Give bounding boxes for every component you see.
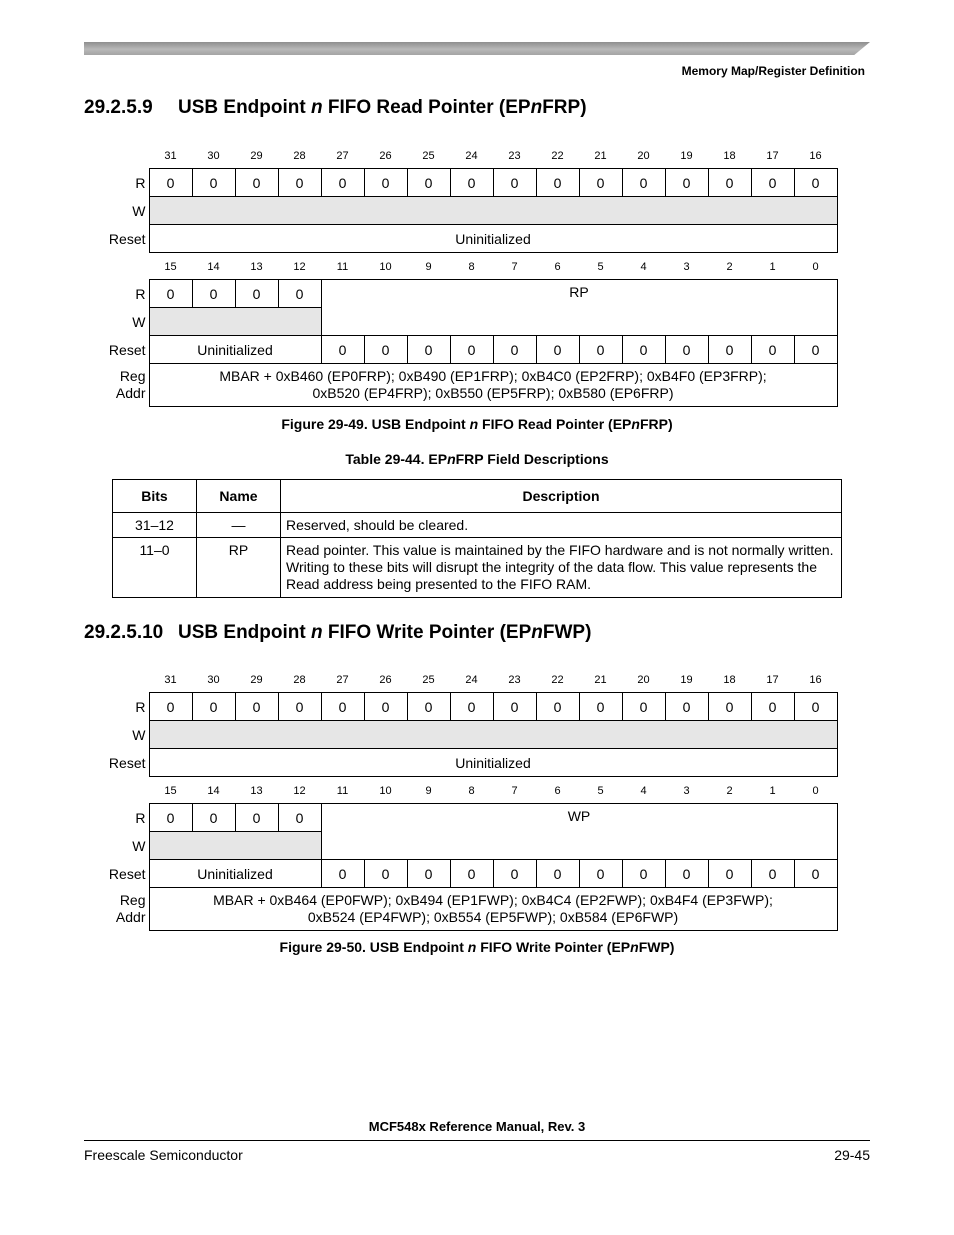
reset-bit: 0 bbox=[450, 336, 493, 364]
row-label-r: R bbox=[135, 285, 146, 302]
column-header-name: Name bbox=[197, 480, 281, 513]
bit-number: 29 bbox=[250, 674, 263, 686]
bit-numbers-high bbox=[100, 150, 838, 168]
read-bit: 0 bbox=[708, 169, 751, 197]
row-label-w: W bbox=[132, 837, 146, 854]
read-bit: 0 bbox=[149, 280, 192, 308]
reset-value: Uninitialized bbox=[149, 860, 321, 888]
reset-bit: 0 bbox=[751, 336, 794, 364]
read-bit: 0 bbox=[192, 693, 235, 721]
heading-italic-n: n bbox=[531, 622, 543, 643]
read-bit: 0 bbox=[278, 693, 321, 721]
section-number: 29.2.5.10 bbox=[84, 622, 164, 643]
bit-number: 14 bbox=[207, 261, 220, 273]
reset-bit: 0 bbox=[665, 860, 708, 888]
reset-bit: 0 bbox=[321, 860, 364, 888]
bit-number: 30 bbox=[207, 674, 220, 686]
row-label-reset: Reset bbox=[108, 754, 146, 771]
column-header-bits: Bits bbox=[113, 480, 197, 513]
read-bit: 0 bbox=[708, 693, 751, 721]
reset-bit: 0 bbox=[407, 336, 450, 364]
page-number: 29-45 bbox=[834, 1147, 870, 1163]
cell-name: RP bbox=[197, 538, 281, 598]
read-bit: 0 bbox=[149, 169, 192, 197]
reset-bit: 0 bbox=[622, 860, 665, 888]
reset-bit: 0 bbox=[364, 336, 407, 364]
cell-bits: 31–12 bbox=[113, 513, 197, 538]
bit-number: 28 bbox=[293, 150, 306, 162]
row-label-w: W bbox=[132, 726, 146, 743]
label-addr: Addr bbox=[115, 385, 146, 401]
read-bit: 0 bbox=[536, 169, 579, 197]
field-rp: RP bbox=[321, 280, 837, 336]
reset-bit: 0 bbox=[493, 336, 536, 364]
bit-number: 27 bbox=[336, 150, 349, 162]
bit-number: 0 bbox=[812, 785, 819, 797]
reset-bit: 0 bbox=[622, 336, 665, 364]
bit-number: 7 bbox=[511, 261, 518, 273]
bit-number: 0 bbox=[812, 261, 819, 273]
read-bit: 0 bbox=[622, 693, 665, 721]
figure-caption-frp bbox=[0, 416, 954, 432]
write-field-reserved bbox=[149, 308, 321, 336]
heading-italic-n: n bbox=[310, 622, 323, 643]
read-bit: 0 bbox=[407, 693, 450, 721]
address-line: 0xB524 (EP4FWP); 0xB554 (EP5FWP); 0xB584 (EP6FWP) bbox=[307, 909, 679, 925]
footer-divider bbox=[84, 1140, 870, 1141]
row-label-r: R bbox=[135, 174, 146, 191]
read-bit: 0 bbox=[364, 169, 407, 197]
bit-number: 9 bbox=[425, 785, 432, 797]
read-bit: 0 bbox=[364, 693, 407, 721]
reset-bit: 0 bbox=[665, 336, 708, 364]
caption-italic-n: n bbox=[469, 416, 479, 432]
read-bit: 0 bbox=[794, 693, 837, 721]
bit-number: 28 bbox=[293, 674, 306, 686]
read-bit: 0 bbox=[149, 804, 192, 832]
read-bit: 0 bbox=[235, 693, 278, 721]
figure-caption-fwp bbox=[0, 939, 954, 955]
reset-bit: 0 bbox=[708, 860, 751, 888]
bit-number: 6 bbox=[554, 261, 561, 273]
bit-number: 17 bbox=[766, 674, 779, 686]
read-bit: 0 bbox=[235, 169, 278, 197]
caption-text: Table 29-44. EP bbox=[345, 451, 448, 467]
address-line: 0xB520 (EP4FRP); 0xB550 (EP5FRP); 0xB580 (EP6FRP) bbox=[312, 385, 674, 401]
field-description-table bbox=[112, 479, 842, 598]
read-bit: 0 bbox=[192, 169, 235, 197]
read-bit: 0 bbox=[579, 693, 622, 721]
read-bit: 0 bbox=[450, 693, 493, 721]
address-row bbox=[100, 888, 837, 931]
bit-number: 5 bbox=[597, 261, 604, 273]
bit-number: 21 bbox=[594, 674, 607, 686]
bit-number: 12 bbox=[293, 261, 306, 273]
bit-number: 11 bbox=[336, 261, 349, 273]
caption-italic-n: n bbox=[467, 939, 477, 955]
read-bit: 0 bbox=[321, 169, 364, 197]
bit-number: 25 bbox=[422, 150, 435, 162]
header-bar bbox=[84, 42, 870, 55]
read-bit: 0 bbox=[794, 169, 837, 197]
row-label-reset: Reset bbox=[108, 230, 146, 247]
cell-name: — bbox=[197, 513, 281, 538]
bit-number: 15 bbox=[164, 785, 177, 797]
bit-number: 22 bbox=[551, 674, 564, 686]
write-field-reserved bbox=[149, 832, 321, 860]
field-wp: WP bbox=[321, 804, 837, 860]
bit-number: 22 bbox=[551, 150, 564, 162]
register-address bbox=[149, 364, 837, 407]
caption-text: FIFO Read Pointer (EP bbox=[478, 416, 632, 432]
bit-number: 7 bbox=[511, 785, 518, 797]
read-bit: 0 bbox=[278, 804, 321, 832]
heading-text: FWP) bbox=[542, 622, 592, 643]
bit-number: 1 bbox=[769, 261, 776, 273]
read-bit: 0 bbox=[192, 804, 235, 832]
heading-italic-n: n bbox=[530, 97, 543, 118]
bit-numbers-low bbox=[100, 261, 838, 279]
read-bit: 0 bbox=[192, 280, 235, 308]
reset-row bbox=[100, 225, 837, 253]
reset-bit: 0 bbox=[536, 336, 579, 364]
bit-number: 6 bbox=[554, 785, 561, 797]
bit-number: 26 bbox=[379, 150, 392, 162]
read-bit: 0 bbox=[493, 169, 536, 197]
bit-number: 10 bbox=[379, 785, 392, 797]
read-bit: 0 bbox=[235, 280, 278, 308]
caption-text: Figure 29-50. USB Endpoint bbox=[279, 939, 468, 955]
address-line: MBAR + 0xB464 (EP0FWP); 0xB494 (EP1FWP); 0xB4C4 (EP2FWP); 0xB4F4 (EP3FWP); bbox=[213, 892, 773, 908]
read-bit: 0 bbox=[450, 169, 493, 197]
caption-text: FRP) bbox=[639, 416, 673, 432]
cell-description: Read pointer. This value is maintained by the FIFO hardware and is not normally written. Writing to these bits will disrupt the integrity of the data flow. This value represents the Read address being presented to the FIFO RAM. bbox=[281, 538, 842, 598]
reset-row bbox=[100, 860, 837, 888]
reset-bit: 0 bbox=[794, 336, 837, 364]
register-address bbox=[149, 888, 837, 931]
section-number: 29.2.5.9 bbox=[84, 97, 153, 118]
reset-bit: 0 bbox=[536, 860, 579, 888]
bit-number: 10 bbox=[379, 261, 392, 273]
read-bit: 0 bbox=[751, 169, 794, 197]
column-header-description: Description bbox=[281, 480, 842, 513]
table-header-row bbox=[113, 480, 842, 513]
read-bit: 0 bbox=[751, 693, 794, 721]
register-diagram-frp bbox=[100, 150, 838, 407]
address-line: MBAR + 0xB460 (EP0FRP); 0xB490 (EP1FRP); 0xB4C0 (EP2FRP); 0xB4F0 (EP3FRP); bbox=[219, 368, 767, 384]
read-bit: 0 bbox=[536, 693, 579, 721]
reset-bit: 0 bbox=[708, 336, 751, 364]
reset-bit: 0 bbox=[751, 860, 794, 888]
register-low-half bbox=[100, 279, 838, 407]
read-row bbox=[100, 169, 837, 197]
bit-number: 25 bbox=[422, 674, 435, 686]
heading-text: USB Endpoint bbox=[178, 97, 311, 118]
read-row bbox=[100, 280, 837, 308]
write-field-reserved bbox=[149, 197, 837, 225]
cell-bits: 11–0 bbox=[113, 538, 197, 598]
bit-number: 31 bbox=[164, 674, 177, 686]
reset-bit: 0 bbox=[493, 860, 536, 888]
bit-number: 3 bbox=[683, 261, 690, 273]
bit-number: 23 bbox=[508, 674, 521, 686]
bit-number: 1 bbox=[769, 785, 776, 797]
bit-number: 26 bbox=[379, 674, 392, 686]
caption-italic-n: n bbox=[631, 416, 640, 432]
bit-number: 12 bbox=[293, 785, 306, 797]
reset-bit: 0 bbox=[407, 860, 450, 888]
row-label-reset: Reset bbox=[108, 865, 146, 882]
register-high-half bbox=[100, 168, 838, 253]
row-label-r: R bbox=[135, 809, 146, 826]
bit-number: 20 bbox=[637, 674, 650, 686]
label-reg: Reg bbox=[119, 368, 146, 384]
section-heading-fwp bbox=[84, 622, 591, 644]
reset-value: Uninitialized bbox=[149, 225, 837, 253]
caption-text: Figure 29-49. USB Endpoint bbox=[281, 416, 470, 432]
row-label-w: W bbox=[132, 202, 146, 219]
bit-number: 20 bbox=[637, 150, 650, 162]
manual-title: MCF548x Reference Manual, Rev. 3 bbox=[368, 1119, 586, 1134]
bit-number: 14 bbox=[207, 785, 220, 797]
read-bit: 0 bbox=[149, 693, 192, 721]
bit-number: 11 bbox=[336, 785, 349, 797]
bit-number: 8 bbox=[468, 261, 475, 273]
row-label-r: R bbox=[135, 698, 146, 715]
bit-number: 18 bbox=[723, 674, 736, 686]
heading-italic-n: n bbox=[310, 97, 323, 118]
read-bit: 0 bbox=[579, 169, 622, 197]
bit-number: 2 bbox=[726, 261, 733, 273]
row-label-reg-addr bbox=[100, 364, 149, 407]
register-low-half bbox=[100, 803, 838, 931]
read-row bbox=[100, 804, 837, 832]
bit-number: 3 bbox=[683, 785, 690, 797]
bit-number: 30 bbox=[207, 150, 220, 162]
row-label-w: W bbox=[132, 313, 146, 330]
caption-text: FWP) bbox=[638, 939, 675, 955]
caption-italic-n: n bbox=[630, 939, 639, 955]
bit-number: 13 bbox=[250, 785, 263, 797]
bit-number: 19 bbox=[680, 150, 693, 162]
table-caption bbox=[0, 451, 954, 467]
bit-number: 24 bbox=[465, 150, 478, 162]
reset-value: Uninitialized bbox=[149, 749, 837, 777]
table-row bbox=[113, 538, 842, 598]
bit-number: 2 bbox=[726, 785, 733, 797]
address-row bbox=[100, 364, 837, 407]
section-heading-frp bbox=[84, 97, 587, 119]
bit-number: 18 bbox=[723, 150, 736, 162]
bit-number: 15 bbox=[164, 261, 177, 273]
read-bit: 0 bbox=[235, 804, 278, 832]
read-bit: 0 bbox=[407, 169, 450, 197]
running-header: Memory Map/Register Definition bbox=[681, 64, 865, 78]
heading-text: FIFO Write Pointer (EP bbox=[322, 622, 532, 643]
read-bit: 0 bbox=[278, 169, 321, 197]
reset-value: Uninitialized bbox=[149, 336, 321, 364]
bit-number: 29 bbox=[250, 150, 263, 162]
read-bit: 0 bbox=[622, 169, 665, 197]
write-row bbox=[100, 197, 837, 225]
bit-number: 31 bbox=[164, 150, 177, 162]
cell-description: Reserved, should be cleared. bbox=[281, 513, 842, 538]
bit-number: 17 bbox=[766, 150, 779, 162]
read-bit: 0 bbox=[665, 693, 708, 721]
register-diagram-fwp bbox=[100, 674, 838, 931]
bit-number: 19 bbox=[680, 674, 693, 686]
heading-text: USB Endpoint bbox=[178, 622, 311, 643]
reset-bit: 0 bbox=[579, 336, 622, 364]
heading-text: FRP) bbox=[542, 97, 587, 118]
read-bit: 0 bbox=[321, 693, 364, 721]
reset-bit: 0 bbox=[364, 860, 407, 888]
row-label-reset: Reset bbox=[108, 341, 146, 358]
label-addr: Addr bbox=[115, 909, 146, 925]
bit-number: 13 bbox=[250, 261, 263, 273]
reset-bit: 0 bbox=[321, 336, 364, 364]
heading-text: FIFO Read Pointer (EP bbox=[322, 97, 531, 118]
company-name: Freescale Semiconductor bbox=[84, 1147, 243, 1163]
bit-number: 4 bbox=[640, 261, 647, 273]
reset-row bbox=[100, 336, 837, 364]
read-bit: 0 bbox=[278, 280, 321, 308]
bit-number: 16 bbox=[809, 150, 822, 162]
reset-row bbox=[100, 749, 837, 777]
label-reg: Reg bbox=[119, 892, 146, 908]
read-bit: 0 bbox=[493, 693, 536, 721]
register-high-half bbox=[100, 692, 838, 777]
bit-number: 21 bbox=[594, 150, 607, 162]
write-row bbox=[100, 721, 837, 749]
bit-number: 4 bbox=[640, 785, 647, 797]
reset-bit: 0 bbox=[450, 860, 493, 888]
caption-italic-n: n bbox=[447, 451, 456, 467]
bit-numbers-low bbox=[100, 785, 838, 803]
bit-number: 27 bbox=[336, 674, 349, 686]
caption-text: FIFO Write Pointer (EP bbox=[476, 939, 631, 955]
table-row bbox=[113, 513, 842, 538]
bit-number: 23 bbox=[508, 150, 521, 162]
bit-number: 24 bbox=[465, 674, 478, 686]
read-row bbox=[100, 693, 837, 721]
reset-bit: 0 bbox=[794, 860, 837, 888]
row-label-reg-addr bbox=[100, 888, 149, 931]
caption-text: FRP Field Descriptions bbox=[455, 451, 609, 467]
bit-number: 5 bbox=[597, 785, 604, 797]
bit-numbers-high bbox=[100, 674, 838, 692]
write-field-reserved bbox=[149, 721, 837, 749]
bit-number: 9 bbox=[425, 261, 432, 273]
bit-number: 8 bbox=[468, 785, 475, 797]
bit-number: 16 bbox=[809, 674, 822, 686]
reset-bit: 0 bbox=[579, 860, 622, 888]
read-bit: 0 bbox=[665, 169, 708, 197]
